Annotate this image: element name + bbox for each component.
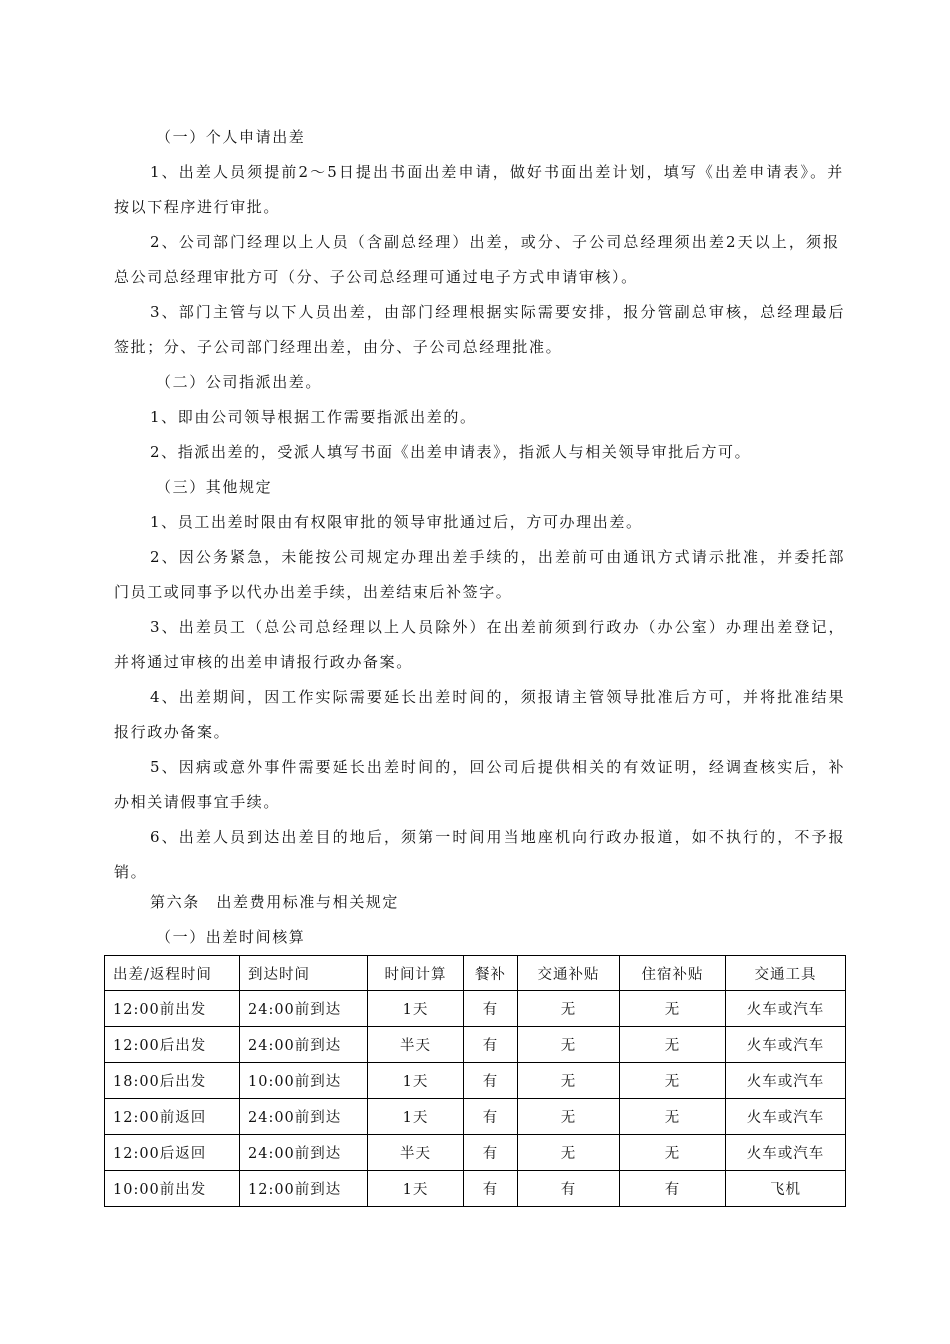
table-header-cell: 出差/返程时间	[105, 956, 240, 991]
paragraph-line: 6、出差人员到达出差目的地后，须第一时间用当地座机向行政办报道，如不执行的，不予报	[150, 828, 846, 846]
paragraph-line: 2、因公务紧急，未能按公司规定办理出差手续的，出差前可由通讯方式请示批准，并委托部	[150, 548, 846, 566]
table-row	[105, 991, 846, 1027]
paragraph-line: 1、即由公司领导根据工作需要指派出差的。	[150, 408, 477, 426]
table-cell: 无	[620, 1135, 726, 1171]
table-header-row	[105, 956, 846, 991]
table-cell: 无	[518, 1099, 620, 1135]
paragraph-line: 销。	[114, 863, 148, 881]
table-cell: 有	[620, 1171, 726, 1207]
table-header-cell: 交通补贴	[518, 956, 620, 991]
table-cell: 24:00前到达	[240, 1027, 368, 1063]
table-cell: 有	[464, 1027, 518, 1063]
section-heading-other: （三）其他规定	[156, 478, 273, 496]
table-cell: 无	[620, 1063, 726, 1099]
section-heading-time: （一）出差时间核算	[156, 928, 306, 946]
table-cell: 火车或汽车	[726, 1027, 846, 1063]
table-header-cell: 交通工具	[726, 956, 846, 991]
table-cell: 半天	[368, 1135, 464, 1171]
table-cell: 1天	[368, 1063, 464, 1099]
table-cell: 无	[518, 991, 620, 1027]
table-cell: 有	[464, 991, 518, 1027]
table-cell: 火车或汽车	[726, 1135, 846, 1171]
table-cell: 有	[518, 1171, 620, 1207]
table-cell: 火车或汽车	[726, 991, 846, 1027]
table-cell: 12:00后出发	[105, 1027, 240, 1063]
table-cell: 12:00前到达	[240, 1171, 368, 1207]
paragraph-line: 办相关请假事宜手续。	[114, 793, 281, 811]
table-header-cell: 时间计算	[368, 956, 464, 991]
paragraph-line: 按以下程序进行审批。	[114, 198, 281, 216]
paragraph-line: 2、指派出差的，受派人填写书面《出差申请表》，指派人与相关领导审批后方可。	[150, 443, 752, 461]
table-header-cell: 餐补	[464, 956, 518, 991]
table-row	[105, 1027, 846, 1063]
paragraph-line: 2、公司部门经理以上人员（含副总经理）出差，或分、子公司总经理须出差2天以上，须报	[150, 233, 841, 251]
paragraph-line: 签批；分、子公司部门经理出差，由分、子公司总经理批准。	[114, 338, 563, 356]
paragraph-line: 报行政办备案。	[114, 723, 231, 741]
table-cell: 1天	[368, 991, 464, 1027]
table-cell: 无	[620, 1027, 726, 1063]
table-cell: 18:00后出发	[105, 1063, 240, 1099]
table-cell: 24:00前到达	[240, 1135, 368, 1171]
table-cell: 10:00前到达	[240, 1063, 368, 1099]
table-cell: 12:00前返回	[105, 1099, 240, 1135]
paragraph-line: 并将通过审核的出差申请报行政办备案。	[114, 653, 413, 671]
table-cell: 无	[620, 991, 726, 1027]
paragraph-line: 1、员工出差时限由有权限审批的领导审批通过后，方可办理出差。	[150, 513, 643, 531]
article-heading: 第六条 出差费用标准与相关规定	[150, 893, 400, 911]
table-row	[105, 1171, 846, 1207]
table-cell: 1天	[368, 1099, 464, 1135]
table-cell: 有	[464, 1063, 518, 1099]
table-header-cell: 住宿补贴	[620, 956, 726, 991]
section-heading-assigned: （二）公司指派出差。	[156, 373, 323, 391]
table-row	[105, 1099, 846, 1135]
paragraph-line: 门员工或同事予以代办出差手续，出差结束后补签字。	[114, 583, 513, 601]
paragraph-line: 3、出差员工（总公司总经理以上人员除外）在出差前须到行政办（办公室）办理出差登记，	[150, 618, 846, 636]
table-cell: 有	[464, 1171, 518, 1207]
table-cell: 半天	[368, 1027, 464, 1063]
section-heading-personal: （一）个人申请出差	[156, 128, 306, 146]
table-cell: 24:00前到达	[240, 991, 368, 1027]
table-cell: 12:00后返回	[105, 1135, 240, 1171]
table-cell: 24:00前到达	[240, 1099, 368, 1135]
paragraph-line: 4、出差期间，因工作实际需要延长出差时间的，须报请主管领导批准后方可，并将批准结果	[150, 688, 846, 706]
travel-time-table	[104, 955, 846, 1207]
table-cell: 有	[464, 1099, 518, 1135]
paragraph-line: 总公司总经理审批方可（分、子公司总经理可通过电子方式申请审核）。	[114, 268, 638, 286]
table-header-cell: 到达时间	[240, 956, 368, 991]
paragraph-line: 5、因病或意外事件需要延长出差时间的，回公司后提供相关的有效证明，经调查核实后，补	[150, 758, 846, 776]
table-cell: 无	[620, 1099, 726, 1135]
table-cell: 飞机	[726, 1171, 846, 1207]
table-cell: 无	[518, 1027, 620, 1063]
table-row	[105, 1063, 846, 1099]
paragraph-line: 3、部门主管与以下人员出差，由部门经理根据实际需要安排，报分管副总审核，总经理最后	[150, 303, 846, 321]
table-cell: 无	[518, 1135, 620, 1171]
table-cell: 12:00前出发	[105, 991, 240, 1027]
paragraph-line: 1、出差人员须提前2～5日提出书面出差申请，做好书面出差计划，填写《出差申请表》。并	[150, 163, 845, 181]
table-cell: 火车或汽车	[726, 1099, 846, 1135]
table-cell: 有	[464, 1135, 518, 1171]
table-cell: 1天	[368, 1171, 464, 1207]
table-cell: 火车或汽车	[726, 1063, 846, 1099]
table-row	[105, 1135, 846, 1171]
table-cell: 10:00前出发	[105, 1171, 240, 1207]
table-cell: 无	[518, 1063, 620, 1099]
